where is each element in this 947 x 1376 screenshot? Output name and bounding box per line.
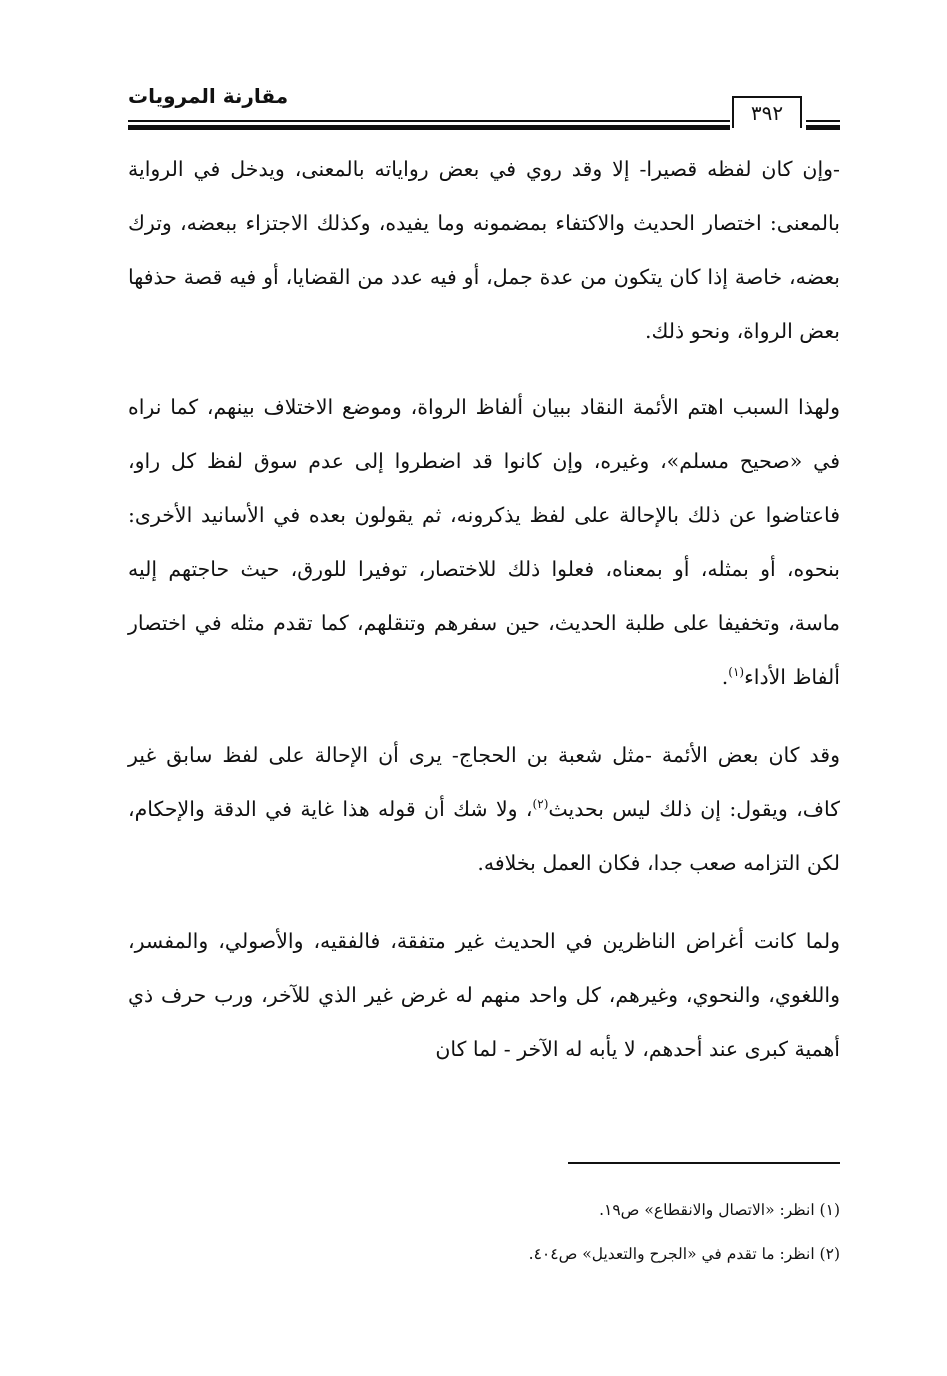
paragraph-text: ولهذا السبب اهتم الأئمة النقاد ببيان ألفاظ الرواة، وموضع الاختلاف بينهم، كما نراه في «صحيح مسلم»، وغيره، وإن كانوا قد اضطروا إلى عدم سوق لفظ كل راو، فاعتاضوا عن ذلك بالإحالة على لفظ يذكرونه، ثم يقولون بعده في الأسانيد الأخرى: بنحوه، أو بمثله، أو بمعناه، فعلوا ذلك للاختصار، توفيرا للورق، حيث حاجتهم إليه ماسة، وتخفيفا على طلبة الحديث، حين سفرهم وتنقلهم، كما تقدم مثله في اختصار ألفاظ الأداء [128, 395, 840, 689]
footnote-ref[interactable]: (١) [728, 665, 745, 680]
footnotes [128, 1188, 840, 1276]
paragraph [128, 142, 840, 358]
paragraph-text: . [721, 665, 729, 689]
page-header [128, 82, 840, 132]
paragraph [128, 380, 840, 704]
paragraph-text: وقد كان بعض الأئمة -مثل شعبة بن الحجاج- يرى أن الإحالة على لفظ سابق غير كاف، ويقول: إن ذلك ليس بحديث [128, 743, 840, 821]
paragraph-text: ولما كانت أغراض الناظرين في الحديث غير متفقة، فالفقيه، والأصولي، والمفسر، واللغوي، والنحوي، وغيرهم، كل واحد منهم له غرض غير الذي للآخر، ورب حرف ذي أهمية كبرى عند أحدهم، لا يأبه له الآخر - لما كان [128, 929, 840, 1061]
page-number: ٣٩٢ [732, 96, 802, 128]
footnote-ref[interactable]: (٢) [532, 797, 549, 812]
paragraph [128, 914, 840, 1076]
footnote: (١) انظر: «الاتصال والانقطاع» ص١٩. [599, 1201, 840, 1219]
footnote-separator [568, 1162, 840, 1164]
running-title: مقارنة المرويات [128, 84, 289, 108]
paragraph-text: ، ولا شك أن قوله هذا غاية في الدقة والإحكام، لكن التزامه صعب جدا، فكان العمل بخلافه. [128, 797, 840, 875]
header-rule-long [128, 120, 730, 130]
paragraph-text: -وإن كان لفظه قصيرا- إلا وقد روي في بعض رواياته بالمعنى، ويدخل في الرواية بالمعنى: اختصار الحديث والاكتفاء بمضمونه وما يفيده، وكذلك الاجتزاء ببعضه، وترك بعضه، خاصة إذا كان يتكون من عدة جمل، أو فيه عدد من القضايا، أو فيه قصة حذفها بعض الرواة، ونحو ذلك. [128, 157, 840, 343]
footnote: (٢) انظر: ما تقدم في «الجرح والتعديل» ص٤٠٤. [528, 1245, 840, 1263]
paragraph [128, 728, 840, 890]
header-rule-short [806, 120, 840, 130]
main-text [128, 142, 840, 1100]
